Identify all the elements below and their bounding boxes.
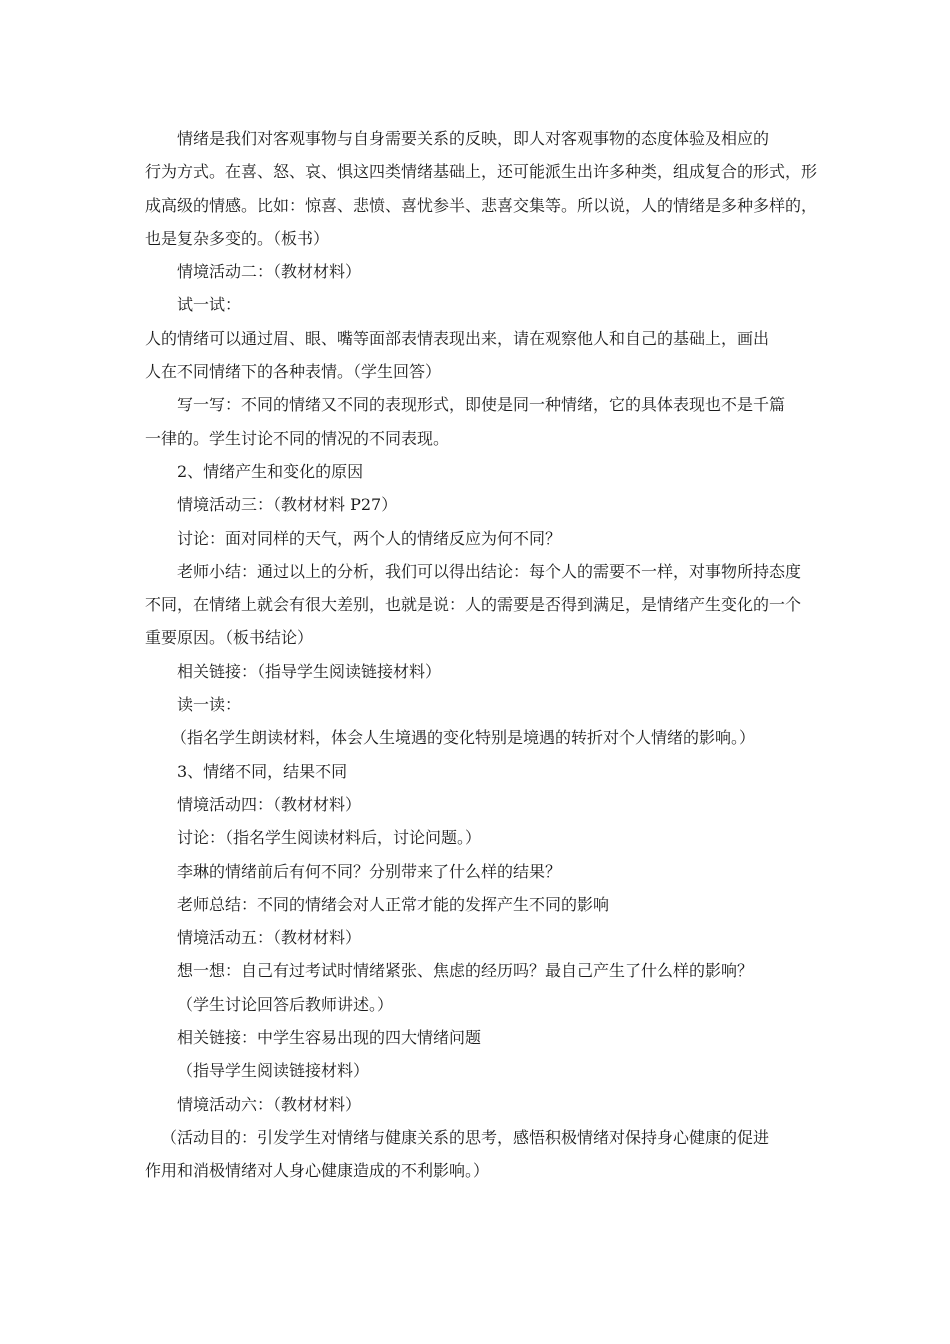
paragraph-line: 写一写：不同的情绪又不同的表现形式，即使是同一种情绪，它的具体表现也不是千篇 — [177, 395, 786, 415]
activity-heading: 情境活动四：（教材材料） — [177, 794, 362, 814]
paragraph-line: 也是复杂多变的。（板书） — [145, 228, 330, 248]
paragraph-line: （活动目的：引发学生对情绪与健康关系的思考，感悟积极情绪对保持身心健康的促进 — [161, 1127, 770, 1147]
document-body — [145, 122, 818, 1188]
paragraph-line: 情绪是我们对客观事物与自身需要关系的反映，即人对客观事物的态度体验及相应的 — [177, 129, 770, 148]
paragraph-line: 不同，在情绪上就会有很大差别，也就是说：人的需要是否得到满足，是情绪产生变化的一个 — [145, 595, 802, 615]
activity-heading: 情境活动二：（教材材料） — [177, 262, 362, 282]
paragraph-line: 人的情绪可以通过眉、眼、嘴等面部表情表现出来，请在观察他人和自己的基础上，画出 — [145, 328, 770, 348]
paragraph-line: 老师小结：通过以上的分析，我们可以得出结论：每个人的需要不一样，对事物所持态度 — [177, 561, 802, 581]
activity-heading: 情境活动六：（教材材料） — [177, 1094, 362, 1114]
activity-heading: 情境活动三：（教材材料 P27） — [177, 495, 398, 515]
think-line: 想一想：自己有过考试时情绪紧张、焦虑的经历吗？最自己产生了什么样的影响？ — [177, 961, 754, 981]
related-link-line: 相关链接：中学生容易出现的四大情绪问题 — [177, 1028, 482, 1048]
note-line: （指导学生阅读链接材料） — [177, 1061, 370, 1081]
discussion-line: 讨论：（指名学生阅读材料后，讨论问题。） — [177, 828, 482, 848]
paragraph-line: 作用和消极情绪对人身心健康造成的不利影响。） — [145, 1161, 490, 1181]
paragraph-line: 重要原因。（板书结论） — [145, 628, 314, 648]
summary-line: 老师总结：不同的情绪会对人正常才能的发挥产生不同的影响 — [177, 894, 610, 914]
discussion-line: 讨论：面对同样的天气，两个人的情绪反应为何不同？ — [177, 528, 562, 548]
paragraph-line: （指名学生朗读材料，体会人生境遇的变化特别是境遇的转折对个人情绪的影响。） — [171, 728, 756, 748]
section-heading: 2、情绪产生和变化的原因 — [177, 461, 364, 481]
paragraph-line: 人在不同情绪下的各种表情。（学生回答） — [145, 362, 442, 382]
task-label: 试一试： — [177, 295, 242, 315]
paragraph-line: 一律的。学生讨论不同的情况的不同表现。 — [145, 428, 450, 448]
question-line: 李琳的情绪前后有何不同？分别带来了什么样的结果？ — [177, 861, 562, 881]
note-line: （学生讨论回答后教师讲述。） — [177, 994, 394, 1014]
section-heading: 3、情绪不同，结果不同 — [177, 761, 348, 781]
task-label: 读一读： — [177, 695, 242, 715]
related-link-line: 相关链接：（指导学生阅读链接材料） — [177, 661, 442, 681]
paragraph-line: 行为方式。在喜、怒、哀、惧这四类情绪基础上，还可能派生出许多种类，组成复合的形式，形 — [145, 162, 818, 182]
paragraph-line: 成高级的情感。比如：惊喜、悲愤、喜忧参半、悲喜交集等。所以说，人的情绪是多种多样的， — [145, 195, 818, 215]
activity-heading: 情境活动五：（教材材料） — [177, 928, 362, 948]
